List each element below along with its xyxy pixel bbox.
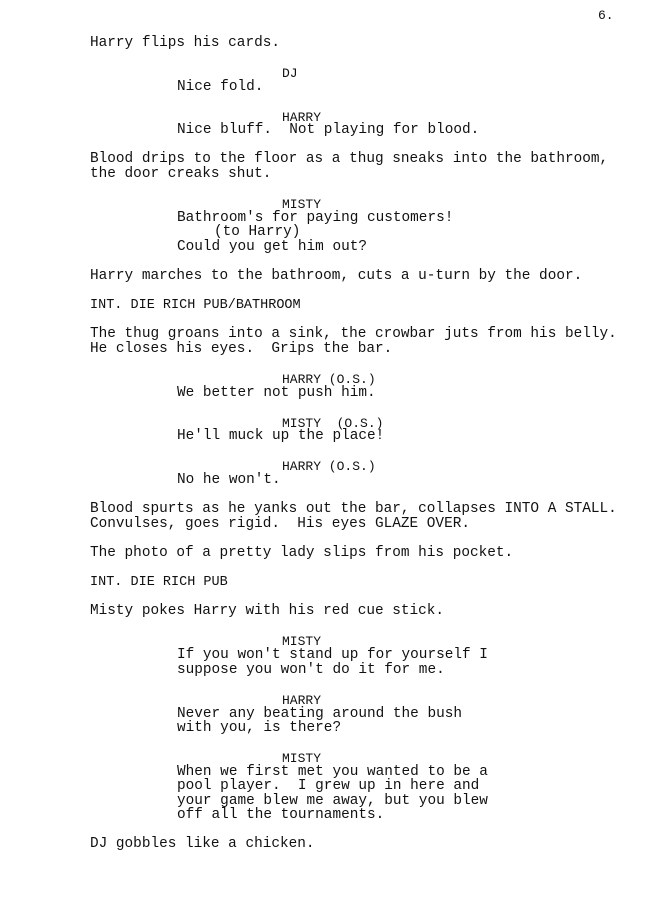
character-cue: HARRY bbox=[282, 693, 322, 708]
character-cue: DJ bbox=[282, 66, 298, 81]
dialogue-line: pool player. I grew up in here and bbox=[177, 778, 480, 794]
dialogue-line: Could you get him out? bbox=[177, 239, 367, 255]
action-line: The thug groans into a sink, the crowbar juts from his belly. bbox=[90, 326, 617, 342]
dialogue-line: He'll muck up the place! bbox=[177, 428, 385, 444]
dialogue-line: suppose you won't do it for me. bbox=[177, 662, 445, 678]
action-line: Misty pokes Harry with his red cue stick. bbox=[90, 603, 445, 619]
character-cue: HARRY (O.S.) bbox=[282, 372, 376, 387]
dialogue-line: We better not push him. bbox=[177, 385, 376, 401]
action-line: Harry marches to the bathroom, cuts a u-turn by the door. bbox=[90, 268, 583, 284]
scene-heading: INT. DIE RICH PUB bbox=[90, 575, 228, 590]
parenthetical: (to Harry) bbox=[214, 224, 301, 240]
page-number: 6. bbox=[598, 8, 614, 23]
dialogue-line: Nice bluff. Not playing for blood. bbox=[177, 122, 480, 138]
action-line: He closes his eyes. Grips the bar. bbox=[90, 341, 393, 357]
action-line: the door creaks shut. bbox=[90, 166, 272, 182]
dialogue-line: off all the tournaments. bbox=[177, 807, 385, 823]
action-line: The photo of a pretty lady slips from his pocket. bbox=[90, 545, 514, 561]
dialogue-line: Nice fold. bbox=[177, 79, 264, 95]
character-cue: MISTY bbox=[282, 197, 322, 212]
action-line: DJ gobbles like a chicken. bbox=[90, 836, 315, 852]
character-cue: MISTY bbox=[282, 634, 322, 649]
dialogue-line: your game blew me away, but you blew bbox=[177, 793, 488, 809]
character-cue: HARRY bbox=[282, 110, 322, 125]
scene-heading: INT. DIE RICH PUB/BATHROOM bbox=[90, 298, 301, 313]
action-line: Blood drips to the floor as a thug sneaks into the bathroom, bbox=[90, 151, 609, 167]
dialogue-line: No he won't. bbox=[177, 472, 281, 488]
action-line: Convulses, goes rigid. His eyes GLAZE OVER. bbox=[90, 516, 470, 532]
action-line: Harry flips his cards. bbox=[90, 35, 280, 51]
dialogue-line: Bathroom's for paying customers! bbox=[177, 210, 454, 226]
dialogue-line: When we first met you wanted to be a bbox=[177, 764, 488, 780]
dialogue-line: Never any beating around the bush bbox=[177, 706, 462, 722]
dialogue-line: If you won't stand up for yourself I bbox=[177, 647, 488, 663]
character-cue: HARRY (O.S.) bbox=[282, 459, 376, 474]
action-line: Blood spurts as he yanks out the bar, collapses INTO A STALL. bbox=[90, 501, 617, 517]
character-cue: MISTY bbox=[282, 751, 322, 766]
dialogue-line: with you, is there? bbox=[177, 720, 342, 736]
character-cue: MISTY (O.S.) bbox=[282, 416, 384, 431]
